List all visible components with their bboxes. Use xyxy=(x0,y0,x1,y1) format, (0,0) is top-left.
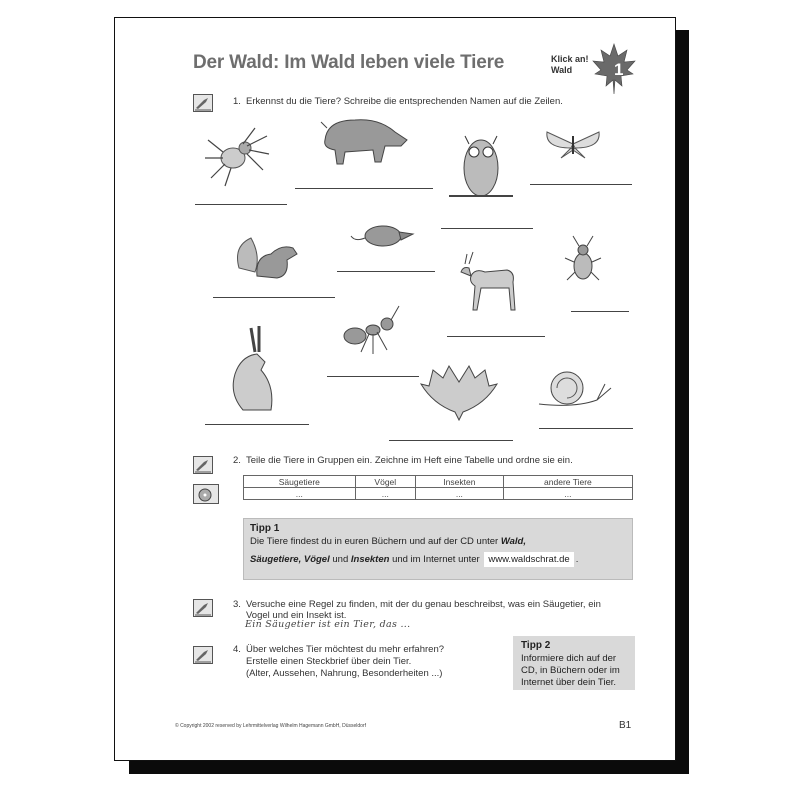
task-1-text: Erkennst du die Tiere? Schreibe die entsprechenden Namen auf die Zeilen. xyxy=(246,96,563,107)
tipp-1-wald: Wald, xyxy=(500,536,527,547)
hare-icon xyxy=(221,324,291,416)
tipp-1-comma: , xyxy=(298,554,302,565)
table-header: Säugetiere xyxy=(244,476,356,488)
task-4-line-3: (Alter, Aussehen, Nahrung, Besonderheiten ...) xyxy=(246,668,443,679)
tipp-2-line-2: CD, in Büchern oder im xyxy=(521,665,620,676)
answer-line[interactable] xyxy=(539,428,633,429)
answer-line[interactable] xyxy=(337,271,435,272)
ant-icon xyxy=(339,302,405,358)
tipp-1-insekten: Insekten xyxy=(350,554,390,565)
task-4-number: 4. xyxy=(233,644,241,655)
answer-line[interactable] xyxy=(213,297,335,298)
website-link[interactable]: www.waldschrat.de xyxy=(484,552,573,567)
table-cell: ... xyxy=(503,488,632,500)
spider-icon xyxy=(203,120,273,190)
task-3-number: 3. xyxy=(233,599,241,610)
badge-label xyxy=(551,54,589,76)
answer-line[interactable] xyxy=(195,204,287,205)
tipp-1-title: Tipp 1 xyxy=(250,523,280,534)
tipp-1-text: Die Tiere findest du in euren Büchern und auf der CD unter xyxy=(250,536,499,547)
task-1-number: 1. xyxy=(233,96,241,107)
task-4-line-2: Erstelle einen Steckbrief über dein Tier. xyxy=(246,656,412,667)
worksheet-page xyxy=(114,17,676,761)
snail-icon xyxy=(535,366,613,410)
badge-line-2: Wald xyxy=(551,65,573,75)
mouse-icon xyxy=(349,216,417,252)
answer-line[interactable] xyxy=(295,188,433,189)
answer-line[interactable] xyxy=(327,376,419,377)
bat-icon xyxy=(419,360,499,422)
answer-line[interactable] xyxy=(389,440,513,441)
tipp-1-line-2 xyxy=(250,552,578,567)
answer-line[interactable] xyxy=(441,228,533,229)
writing-hand-icon xyxy=(193,646,213,664)
squirrel-icon xyxy=(231,226,305,284)
table-row xyxy=(244,488,633,500)
task-3-line-1: Versuche eine Regel zu finden, mit der du genau beschreibst, was ein Säugetier, ein xyxy=(246,599,601,610)
page-title: Der Wald: Im Wald leben viele Tiere xyxy=(193,52,505,73)
task-2-text: Teile die Tiere in Gruppen ein. Zeichne im Heft eine Tabelle und ordne sie ein. xyxy=(246,455,573,466)
table-header: Vögel xyxy=(355,476,415,488)
copyright-notice: © Copyright 2002 reserved by Lehrmittelverlag Wilhelm Hagemann GmbH, Düsseldorf xyxy=(175,723,366,729)
page-number: B1 xyxy=(619,720,632,731)
beetle-icon xyxy=(563,232,603,288)
tipp-1-internet-text: und im Internet unter xyxy=(392,554,480,565)
table-cell: ... xyxy=(355,488,415,500)
writing-hand-icon xyxy=(193,94,213,112)
answer-line[interactable] xyxy=(530,184,632,185)
tipp-2-line-3: Internet über dein Tier. xyxy=(521,677,617,688)
tipp-1-saeugetiere: Säugetiere xyxy=(250,554,299,565)
deer-icon xyxy=(455,246,525,316)
table-header: Insekten xyxy=(415,476,503,488)
moth-icon xyxy=(543,126,603,162)
owl-icon xyxy=(445,122,515,208)
table-cell: ... xyxy=(415,488,503,500)
cd-icon xyxy=(193,484,219,504)
table-header: andere Tiere xyxy=(503,476,632,488)
tipp-2-title: Tipp 2 xyxy=(521,640,551,651)
badge-line-1: Klick an! xyxy=(551,54,589,64)
boar-icon xyxy=(315,110,411,170)
tipp-1-box xyxy=(243,518,633,580)
klick-an-badge[interactable] xyxy=(547,42,635,102)
answer-line[interactable] xyxy=(447,336,545,337)
task-2-number: 2. xyxy=(233,455,241,466)
writing-hand-icon xyxy=(193,599,213,617)
answer-line[interactable] xyxy=(571,311,629,312)
table-header-row xyxy=(244,476,633,488)
tipp-2-box xyxy=(513,636,635,690)
tipp-1-dot: . xyxy=(575,554,579,565)
answer-line[interactable] xyxy=(205,424,309,425)
tipp-1-voegel: Vögel xyxy=(303,554,330,565)
tipp-1-und: und xyxy=(332,554,349,565)
tipp-1-line-1 xyxy=(250,536,526,547)
task-3-line-2: Vogel und ein Insekt ist. xyxy=(246,610,347,621)
badge-number: 1 xyxy=(614,60,624,79)
groups-table xyxy=(243,475,633,500)
task-4-line-1: Über welches Tier möchtest du mehr erfahren? xyxy=(246,644,445,655)
writing-hand-icon xyxy=(193,456,213,474)
tipp-2-line-1: Informiere dich auf der xyxy=(521,653,617,664)
table-cell: ... xyxy=(244,488,356,500)
handwritten-answer: Ein Säugetier ist ein Tier, das ... xyxy=(245,619,411,630)
